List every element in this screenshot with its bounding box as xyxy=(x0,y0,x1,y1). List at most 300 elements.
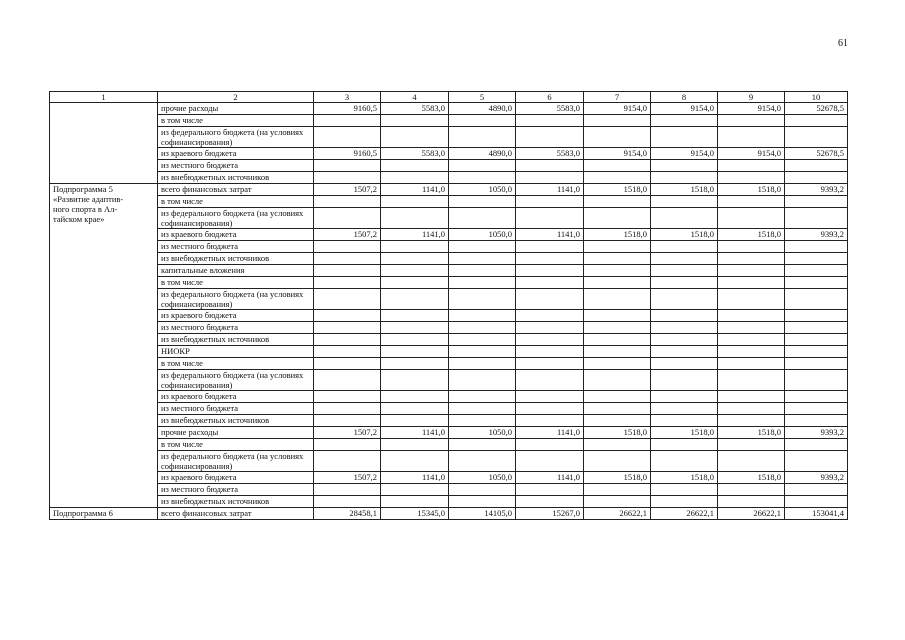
value-cell xyxy=(584,322,651,334)
value-cell: 1141,0 xyxy=(516,427,584,439)
value-cell xyxy=(584,403,651,415)
value-cell xyxy=(314,196,381,208)
program-name-line: ного спорта в Ал- xyxy=(53,204,118,214)
value-cell: 1050,0 xyxy=(449,427,516,439)
table-row xyxy=(50,415,848,427)
value-cell: 1518,0 xyxy=(651,229,718,241)
value-cell xyxy=(785,253,848,265)
table-row xyxy=(50,103,848,115)
expense-item: НИОКР xyxy=(158,346,314,358)
value-cell xyxy=(785,358,848,370)
value-cell xyxy=(381,322,449,334)
value-cell xyxy=(785,439,848,451)
value-cell xyxy=(651,310,718,322)
expense-item: капитальные вложения xyxy=(158,265,314,277)
value-cell xyxy=(651,277,718,289)
expense-item: прочие расходы xyxy=(158,103,314,115)
value-cell xyxy=(584,439,651,451)
value-cell xyxy=(449,277,516,289)
value-cell xyxy=(785,241,848,253)
value-cell: 52678,5 xyxy=(785,103,848,115)
value-cell: 1050,0 xyxy=(449,229,516,241)
table-row xyxy=(50,208,848,229)
value-cell xyxy=(785,451,848,472)
value-cell xyxy=(516,496,584,508)
value-cell: 9154,0 xyxy=(584,103,651,115)
expense-item: из федерального бюджета (на условиях софинансирования) xyxy=(158,370,314,391)
value-cell xyxy=(516,115,584,127)
value-cell xyxy=(516,253,584,265)
value-cell xyxy=(314,358,381,370)
value-cell: 9393,2 xyxy=(785,229,848,241)
value-cell: 52678,5 xyxy=(785,148,848,160)
value-cell xyxy=(381,358,449,370)
value-cell xyxy=(584,358,651,370)
value-cell xyxy=(314,310,381,322)
header-cell: 10 xyxy=(785,92,848,103)
value-cell xyxy=(584,241,651,253)
value-cell xyxy=(651,391,718,403)
value-cell xyxy=(381,310,449,322)
value-cell xyxy=(449,208,516,229)
value-cell xyxy=(381,346,449,358)
value-cell xyxy=(314,496,381,508)
value-cell xyxy=(381,370,449,391)
value-cell xyxy=(785,346,848,358)
value-cell: 1518,0 xyxy=(718,427,785,439)
value-cell xyxy=(785,310,848,322)
value-cell xyxy=(449,253,516,265)
value-cell xyxy=(651,172,718,184)
value-cell xyxy=(314,208,381,229)
value-cell xyxy=(314,451,381,472)
value-cell: 1141,0 xyxy=(516,229,584,241)
value-cell xyxy=(516,277,584,289)
table-row xyxy=(50,277,848,289)
value-cell: 1518,0 xyxy=(718,472,785,484)
value-cell xyxy=(381,160,449,172)
value-cell: 15345,0 xyxy=(381,508,449,520)
value-cell xyxy=(651,334,718,346)
value-cell xyxy=(449,415,516,427)
value-cell xyxy=(449,358,516,370)
program-name-line: тайском крае» xyxy=(53,214,105,224)
value-cell xyxy=(449,196,516,208)
value-cell xyxy=(516,370,584,391)
value-cell xyxy=(651,160,718,172)
value-cell xyxy=(718,334,785,346)
value-cell xyxy=(584,160,651,172)
value-cell xyxy=(314,172,381,184)
value-cell xyxy=(651,496,718,508)
value-cell xyxy=(516,265,584,277)
expense-item: прочие расходы xyxy=(158,427,314,439)
value-cell xyxy=(718,403,785,415)
value-cell xyxy=(718,277,785,289)
table-row xyxy=(50,439,848,451)
value-cell xyxy=(381,289,449,310)
value-cell: 15267,0 xyxy=(516,508,584,520)
program-cell xyxy=(50,508,158,520)
table-row xyxy=(50,508,848,520)
expense-item: из местного бюджета xyxy=(158,160,314,172)
value-cell xyxy=(516,358,584,370)
table-row xyxy=(50,403,848,415)
value-cell xyxy=(314,334,381,346)
value-cell: 5583,0 xyxy=(381,148,449,160)
value-cell xyxy=(314,322,381,334)
value-cell xyxy=(785,277,848,289)
value-cell xyxy=(584,484,651,496)
value-cell xyxy=(381,496,449,508)
value-cell: 1518,0 xyxy=(584,472,651,484)
expense-item: в том числе xyxy=(158,196,314,208)
value-cell xyxy=(651,208,718,229)
value-cell: 1507,2 xyxy=(314,427,381,439)
value-cell xyxy=(651,322,718,334)
value-cell xyxy=(584,415,651,427)
expense-item: из федерального бюджета (на условиях софинансирования) xyxy=(158,289,314,310)
expense-item: из краевого бюджета xyxy=(158,148,314,160)
header-cell: 6 xyxy=(516,92,584,103)
value-cell: 9393,2 xyxy=(785,427,848,439)
header-cell: 5 xyxy=(449,92,516,103)
table-row xyxy=(50,346,848,358)
value-cell: 153041,4 xyxy=(785,508,848,520)
value-cell xyxy=(584,196,651,208)
value-cell xyxy=(785,196,848,208)
value-cell xyxy=(314,127,381,148)
value-cell xyxy=(651,370,718,391)
value-cell xyxy=(785,403,848,415)
value-cell xyxy=(314,289,381,310)
value-cell xyxy=(718,253,785,265)
program-cell xyxy=(50,103,158,184)
value-cell xyxy=(449,391,516,403)
value-cell: 1518,0 xyxy=(651,472,718,484)
expense-item: в том числе xyxy=(158,115,314,127)
value-cell: 5583,0 xyxy=(516,103,584,115)
table-row xyxy=(50,451,848,472)
value-cell xyxy=(584,391,651,403)
table-row xyxy=(50,334,848,346)
value-cell xyxy=(584,310,651,322)
value-cell xyxy=(314,115,381,127)
value-cell: 5583,0 xyxy=(381,103,449,115)
table-row xyxy=(50,496,848,508)
value-cell xyxy=(449,127,516,148)
value-cell xyxy=(449,265,516,277)
expense-item: из краевого бюджета xyxy=(158,472,314,484)
value-cell xyxy=(381,208,449,229)
value-cell xyxy=(785,322,848,334)
value-cell xyxy=(785,115,848,127)
value-cell: 26622,1 xyxy=(584,508,651,520)
value-cell xyxy=(785,370,848,391)
expense-item: из внебюджетных источников xyxy=(158,334,314,346)
value-cell xyxy=(584,115,651,127)
value-cell xyxy=(314,253,381,265)
table-row xyxy=(50,253,848,265)
value-cell xyxy=(718,127,785,148)
table-row xyxy=(50,391,848,403)
value-cell xyxy=(785,334,848,346)
expense-item: всего финансовых затрат xyxy=(158,184,314,196)
value-cell xyxy=(314,160,381,172)
value-cell: 1141,0 xyxy=(381,229,449,241)
value-cell xyxy=(449,451,516,472)
expense-item: из местного бюджета xyxy=(158,484,314,496)
header-cell: 7 xyxy=(584,92,651,103)
value-cell xyxy=(381,127,449,148)
value-cell xyxy=(516,346,584,358)
value-cell xyxy=(449,334,516,346)
value-cell xyxy=(449,322,516,334)
value-cell: 1141,0 xyxy=(516,472,584,484)
value-cell xyxy=(651,439,718,451)
value-cell xyxy=(381,253,449,265)
expense-item: из федерального бюджета (на условиях софинансирования) xyxy=(158,127,314,148)
value-cell xyxy=(651,289,718,310)
value-cell xyxy=(314,403,381,415)
value-cell: 1518,0 xyxy=(718,229,785,241)
expense-item: всего финансовых затрат xyxy=(158,508,314,520)
value-cell xyxy=(584,127,651,148)
value-cell xyxy=(651,127,718,148)
value-cell xyxy=(516,439,584,451)
expense-item: из внебюджетных источников xyxy=(158,496,314,508)
value-cell: 1141,0 xyxy=(516,184,584,196)
value-cell: 26622,1 xyxy=(651,508,718,520)
value-cell xyxy=(584,289,651,310)
value-cell xyxy=(651,115,718,127)
value-cell xyxy=(785,496,848,508)
value-cell xyxy=(449,496,516,508)
expense-item: в том числе xyxy=(158,277,314,289)
header-cell: 3 xyxy=(314,92,381,103)
table-row xyxy=(50,484,848,496)
table-row xyxy=(50,229,848,241)
value-cell xyxy=(381,115,449,127)
value-cell xyxy=(381,391,449,403)
value-cell: 1141,0 xyxy=(381,184,449,196)
value-cell xyxy=(785,484,848,496)
value-cell xyxy=(516,310,584,322)
value-cell xyxy=(381,403,449,415)
value-cell xyxy=(651,358,718,370)
value-cell xyxy=(718,322,785,334)
value-cell xyxy=(314,391,381,403)
value-cell xyxy=(516,451,584,472)
value-cell: 1141,0 xyxy=(381,472,449,484)
value-cell xyxy=(516,391,584,403)
value-cell: 28458,1 xyxy=(314,508,381,520)
value-cell xyxy=(584,277,651,289)
value-cell xyxy=(785,208,848,229)
value-cell xyxy=(449,241,516,253)
header-cell: 1 xyxy=(50,92,158,103)
value-cell xyxy=(584,208,651,229)
expense-item: из внебюджетных источников xyxy=(158,253,314,265)
value-cell xyxy=(584,334,651,346)
value-cell: 26622,1 xyxy=(718,508,785,520)
header-cell: 8 xyxy=(651,92,718,103)
value-cell xyxy=(449,160,516,172)
value-cell: 9154,0 xyxy=(651,148,718,160)
value-cell xyxy=(718,160,785,172)
value-cell xyxy=(381,172,449,184)
value-cell xyxy=(381,451,449,472)
value-cell xyxy=(584,265,651,277)
expense-item: из местного бюджета xyxy=(158,241,314,253)
value-cell: 9160,5 xyxy=(314,148,381,160)
expense-item: из местного бюджета xyxy=(158,322,314,334)
value-cell xyxy=(449,310,516,322)
program-name-line: «Развитие адаптив- xyxy=(53,194,124,204)
value-cell: 1518,0 xyxy=(584,184,651,196)
value-cell xyxy=(785,160,848,172)
value-cell xyxy=(584,451,651,472)
value-cell xyxy=(516,484,584,496)
value-cell xyxy=(651,415,718,427)
value-cell xyxy=(449,346,516,358)
value-cell: 1518,0 xyxy=(651,427,718,439)
value-cell xyxy=(381,265,449,277)
value-cell xyxy=(651,346,718,358)
table-row xyxy=(50,127,848,148)
value-cell xyxy=(516,172,584,184)
value-cell: 1518,0 xyxy=(584,229,651,241)
value-cell xyxy=(718,196,785,208)
expense-item: из федерального бюджета (на условиях софинансирования) xyxy=(158,451,314,472)
value-cell xyxy=(381,277,449,289)
header-cell: 2 xyxy=(158,92,314,103)
value-cell: 9154,0 xyxy=(718,148,785,160)
value-cell xyxy=(718,346,785,358)
value-cell xyxy=(651,253,718,265)
table-row xyxy=(50,172,848,184)
value-cell xyxy=(449,370,516,391)
value-cell xyxy=(718,358,785,370)
table-row xyxy=(50,196,848,208)
expense-item: в том числе xyxy=(158,439,314,451)
table-row xyxy=(50,427,848,439)
table-row xyxy=(50,358,848,370)
value-cell xyxy=(785,172,848,184)
value-cell xyxy=(718,115,785,127)
value-cell xyxy=(718,484,785,496)
value-cell xyxy=(314,415,381,427)
value-cell xyxy=(516,208,584,229)
expense-item: из внебюджетных источников xyxy=(158,172,314,184)
value-cell: 9393,2 xyxy=(785,472,848,484)
table-row xyxy=(50,310,848,322)
value-cell xyxy=(449,484,516,496)
value-cell xyxy=(381,439,449,451)
value-cell xyxy=(718,391,785,403)
value-cell: 1507,2 xyxy=(314,184,381,196)
value-cell xyxy=(516,415,584,427)
value-cell xyxy=(516,196,584,208)
value-cell: 9393,2 xyxy=(785,184,848,196)
value-cell xyxy=(651,241,718,253)
value-cell xyxy=(314,484,381,496)
value-cell xyxy=(516,403,584,415)
value-cell xyxy=(785,127,848,148)
value-cell xyxy=(314,241,381,253)
value-cell xyxy=(718,241,785,253)
value-cell: 1050,0 xyxy=(449,472,516,484)
table-row xyxy=(50,160,848,172)
value-cell xyxy=(314,277,381,289)
value-cell xyxy=(718,310,785,322)
expense-item: из краевого бюджета xyxy=(158,229,314,241)
header-cell: 4 xyxy=(381,92,449,103)
table-row xyxy=(50,265,848,277)
value-cell xyxy=(584,172,651,184)
table-row xyxy=(50,289,848,310)
value-cell xyxy=(516,334,584,346)
value-cell: 5583,0 xyxy=(516,148,584,160)
value-cell xyxy=(584,496,651,508)
value-cell xyxy=(314,346,381,358)
value-cell: 1518,0 xyxy=(718,184,785,196)
value-cell xyxy=(516,322,584,334)
value-cell xyxy=(651,403,718,415)
value-cell xyxy=(785,415,848,427)
value-cell xyxy=(651,451,718,472)
header-cell: 9 xyxy=(718,92,785,103)
expense-item: из внебюджетных источников xyxy=(158,415,314,427)
expense-item: в том числе xyxy=(158,358,314,370)
value-cell xyxy=(718,439,785,451)
value-cell xyxy=(718,370,785,391)
table-row xyxy=(50,184,848,196)
value-cell: 9154,0 xyxy=(584,148,651,160)
value-cell xyxy=(449,403,516,415)
value-cell xyxy=(381,334,449,346)
table-row xyxy=(50,322,848,334)
value-cell xyxy=(651,196,718,208)
budget-table xyxy=(49,91,848,520)
value-cell xyxy=(785,265,848,277)
value-cell xyxy=(449,172,516,184)
value-cell: 9154,0 xyxy=(718,103,785,115)
value-cell xyxy=(584,370,651,391)
value-cell xyxy=(584,346,651,358)
value-cell xyxy=(651,484,718,496)
value-cell xyxy=(718,289,785,310)
page-number: 61 xyxy=(838,38,848,49)
value-cell xyxy=(449,289,516,310)
value-cell xyxy=(718,451,785,472)
program-name-line: Подпрограмма 5 xyxy=(53,184,113,194)
value-cell: 1050,0 xyxy=(449,184,516,196)
program-name-line: Подпрограмма 6 xyxy=(53,508,113,518)
value-cell xyxy=(785,391,848,403)
value-cell xyxy=(381,241,449,253)
value-cell: 4890,0 xyxy=(449,148,516,160)
value-cell: 4890,0 xyxy=(449,103,516,115)
value-cell xyxy=(314,265,381,277)
table-row xyxy=(50,370,848,391)
value-cell xyxy=(651,265,718,277)
value-cell xyxy=(449,115,516,127)
value-cell: 1141,0 xyxy=(381,427,449,439)
value-cell xyxy=(381,415,449,427)
value-cell xyxy=(516,160,584,172)
value-cell: 9160,5 xyxy=(314,103,381,115)
